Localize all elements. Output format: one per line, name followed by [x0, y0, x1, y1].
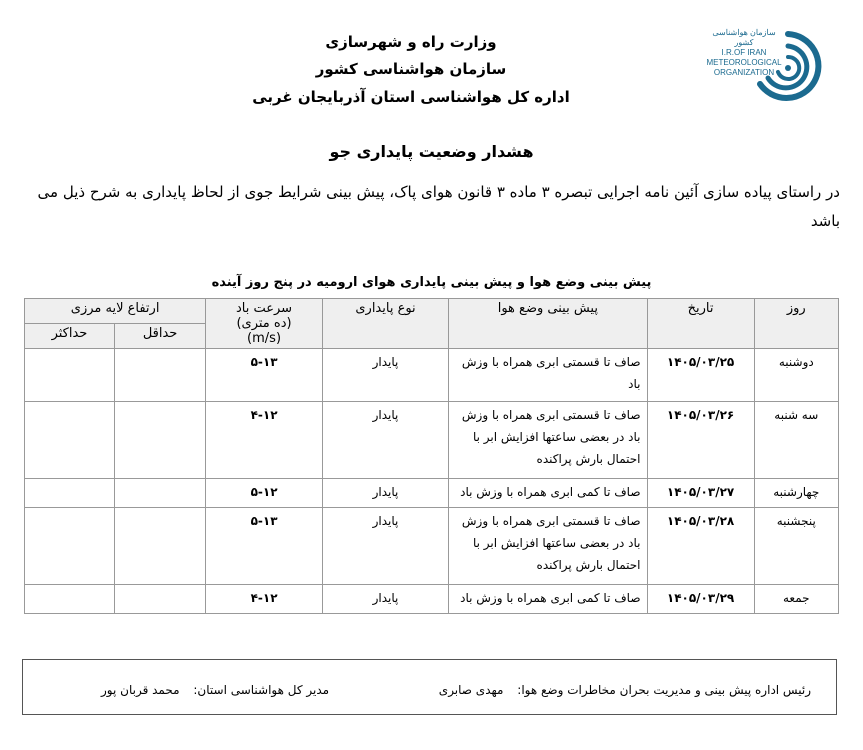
cell-stability: پایدار: [322, 402, 448, 479]
cell-forecast: صاف تا کمی ابری همراه با وزش باد: [449, 584, 647, 613]
cell-min: [114, 507, 205, 584]
intro-paragraph: در راستای پیاده سازی آئین نامه اجرایی تبصره ۳ ماده ۳ قانون هوای پاک، پیش بینی شرایط جوی از لحاظ پایداری به شرح ذیل می باشد: [37, 183, 840, 230]
cell-day: جمعه: [754, 584, 838, 613]
cell-min: [114, 402, 205, 479]
cell-max: [25, 478, 115, 507]
logo-fa-text: سازمان هواشناسی کشور: [712, 28, 776, 47]
cell-forecast: صاف تا قسمتی ابری همراه با وزش باد در بعضی ساعتها افزایش ابر با احتمال بارش پراکنده: [449, 507, 647, 584]
cell-day: چهارشنبه: [754, 478, 838, 507]
signature-director-name: محمد قربان پور: [101, 683, 180, 697]
table-row: [25, 402, 839, 479]
cell-day: پنجشنبه: [754, 507, 838, 584]
cell-max: [25, 349, 115, 402]
logo-spiral-icon: [754, 26, 822, 112]
cell-forecast: صاف تا کمی ابری همراه با وزش باد: [449, 478, 647, 507]
cell-stability: پایدار: [322, 349, 448, 402]
header-organization: سازمان هواشناسی کشور: [315, 60, 507, 78]
cell-forecast: صاف تا قسمتی ابری همراه با وزش باد در بعضی ساعتها افزایش ابر با احتمال بارش پراکنده: [449, 402, 647, 479]
cell-date: ۱۴۰۵/۰۳/۲۹: [647, 584, 754, 613]
cell-forecast: صاف تا قسمتی ابری همراه با وزش باد: [449, 349, 647, 402]
meteorological-organization-logo: [702, 22, 822, 114]
header-stability: نوع پایداری: [322, 299, 448, 349]
table-title: پیش بینی وضع هوا و پیش بینی پایداری هوای ارومیه در پنج روز آینده: [211, 275, 652, 290]
cell-stability: پایدار: [322, 584, 448, 613]
cell-min: [114, 584, 205, 613]
cell-date: ۱۴۰۵/۰۳/۲۵: [647, 349, 754, 402]
signature-forecast-head: [439, 683, 811, 697]
logo-en-line-1: I.R.OF IRAN: [721, 48, 767, 57]
header-wind-line-3: (m/s): [247, 331, 282, 346]
signature-forecast-head-title: رئیس اداره پیش بینی و مدیریت بحران مخاطرات وضع هوا:: [517, 683, 811, 697]
cell-wind: ۴-۱۲: [206, 584, 323, 613]
header-provincial-office: اداره کل هواشناسی استان آذربایجان غربی: [252, 88, 570, 106]
cell-wind: ۵-۱۳: [206, 507, 323, 584]
signature-box: [22, 659, 837, 715]
header-wind-line-1: سرعت باد: [235, 301, 293, 316]
cell-max: [25, 507, 115, 584]
forecast-table: [24, 298, 839, 614]
table-row: [25, 478, 839, 507]
signature-forecast-head-name: مهدی صابری: [438, 683, 504, 697]
header-wind-line-2: (ده متری): [236, 316, 292, 331]
header-date: تاریخ: [647, 299, 754, 349]
cell-date: ۱۴۰۵/۰۳/۲۶: [647, 402, 754, 479]
signature-director-title: مدیر کل هواشناسی استان:: [193, 683, 330, 697]
logo-en-line-2: METEOROLOGICAL: [706, 58, 782, 67]
header-wind-speed: [206, 299, 323, 349]
cell-min: [114, 349, 205, 402]
cell-day: سه شنبه: [754, 402, 838, 479]
cell-stability: پایدار: [322, 507, 448, 584]
page-title: هشدار وضعیت پایداری جو: [329, 142, 534, 161]
table-row: [25, 349, 839, 402]
cell-day: دوشنبه: [754, 349, 838, 402]
cell-max: [25, 584, 115, 613]
table-row: [25, 584, 839, 613]
table-row: [25, 507, 839, 584]
header-min: حداقل: [114, 324, 205, 349]
header-forecast: پیش بینی وضع هوا: [449, 299, 647, 349]
header-boundary-layer: ارتفاع لایه مرزی: [25, 299, 206, 324]
cell-date: ۱۴۰۵/۰۳/۲۷: [647, 478, 754, 507]
cell-wind: ۵-۱۳: [206, 349, 323, 402]
cell-wind: ۵-۱۲: [206, 478, 323, 507]
cell-wind: ۴-۱۲: [206, 402, 323, 479]
header-max: حداکثر: [25, 324, 115, 349]
cell-max: [25, 402, 115, 479]
logo-en-line-3: ORGANIZATION: [713, 68, 775, 77]
signature-director: [101, 683, 329, 697]
cell-min: [114, 478, 205, 507]
header-day: روز: [754, 299, 838, 349]
cell-stability: پایدار: [322, 478, 448, 507]
header-ministry: وزارت راه و شهرسازی: [325, 33, 497, 51]
cell-date: ۱۴۰۵/۰۳/۲۸: [647, 507, 754, 584]
